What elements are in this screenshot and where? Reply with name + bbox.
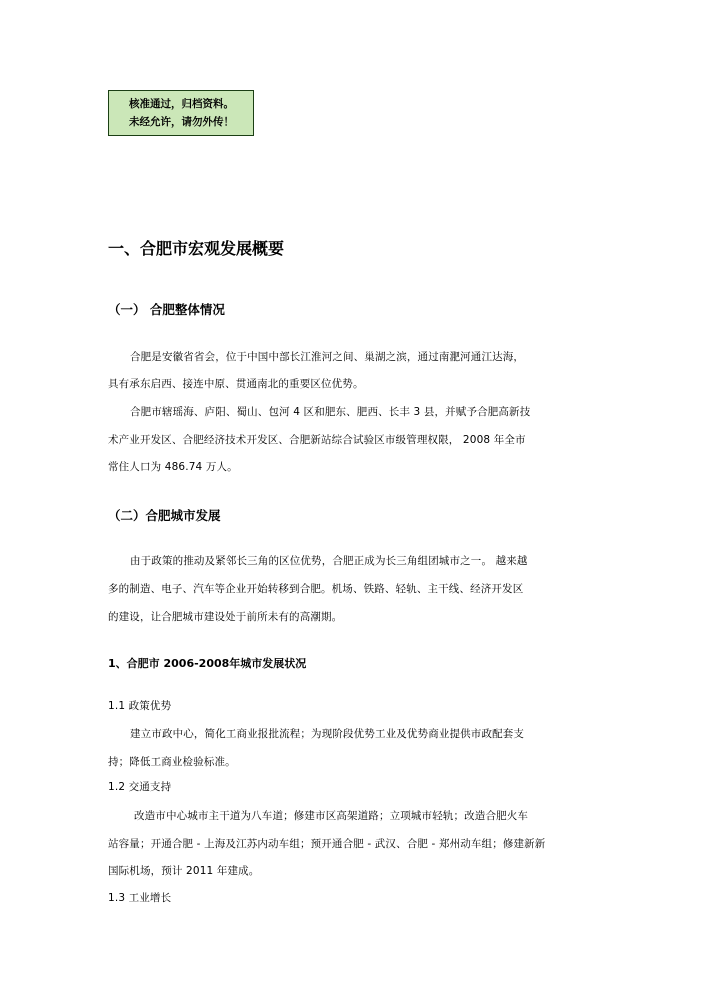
- item-1-3-title: 1.3 工业增长: [108, 892, 172, 904]
- item-1-1-line-2: 持；降低工商业检验标准。: [108, 756, 236, 768]
- item-1-2-line-3: 国际机场，预计 2011 年建成。: [108, 865, 260, 877]
- item-1-1-title: 1.1 政策优势: [108, 700, 172, 712]
- section2-line-3: 的建设，让合肥城市建设处于前所未有的高潮期。: [108, 611, 343, 623]
- section1-line-2: 具有承东启西、接连中原、贯通南北的重要区位优势。: [108, 378, 364, 390]
- item-1-2-title: 1.2 交通支持: [108, 781, 172, 793]
- confidential-notice-box: [108, 90, 254, 136]
- notice-line-2: 未经允许，请勿外传！: [129, 116, 234, 128]
- section2-line-2: 多的制造、电子、汽车等企业开始转移到合肥。机场、铁路、轻轨、主干线、经济开发区: [108, 583, 524, 595]
- section2-line-1: 由于政策的推动及紧邻长三角的区位优势，合肥正成为长三角组团城市之一。 越来越: [130, 555, 528, 567]
- section1-line-1: 合肥是安徽省省会，位于中国中部长江淮河之间、巢湖之滨，通过南淝河通江达海，: [130, 351, 525, 363]
- page-title: 一、合肥市宏观发展概要: [108, 239, 285, 258]
- section1-line-5: 常住人口为 486.74 万人。: [108, 461, 238, 473]
- subsection1-heading: 1、合肥市 2006-2008年城市发展状况: [108, 657, 307, 670]
- item-1-2-line-2: 站容量；开通合肥 - 上海及江苏内动车组；预开通合肥 - 武汉、合肥 - 郑州动车组；修建新新: [108, 838, 546, 850]
- item-1-2-line-1: 改造市中心城市主干道为八车道；修建市区高架道路；立项城市轻轨；改造合肥火车: [134, 810, 529, 822]
- section1-heading: （一） 合肥整体情况: [108, 302, 225, 317]
- notice-line-1: 核准通过，归档资料。: [129, 98, 234, 110]
- section2-heading: （二）合肥城市发展: [108, 508, 221, 523]
- section1-line-4: 术产业开发区、合肥经济技术开发区、合肥新站综合试验区市级管理权限， 2008 年全市: [108, 434, 526, 446]
- item-1-1-line-1: 建立市政中心，简化工商业报批流程；为现阶段优势工业及优势商业提供市政配套支: [130, 728, 525, 740]
- section1-line-3: 合肥市辖瑶海、庐阳、蜀山、包河 4 区和肥东、肥西、长丰 3 县，并赋予合肥高新技: [130, 406, 531, 418]
